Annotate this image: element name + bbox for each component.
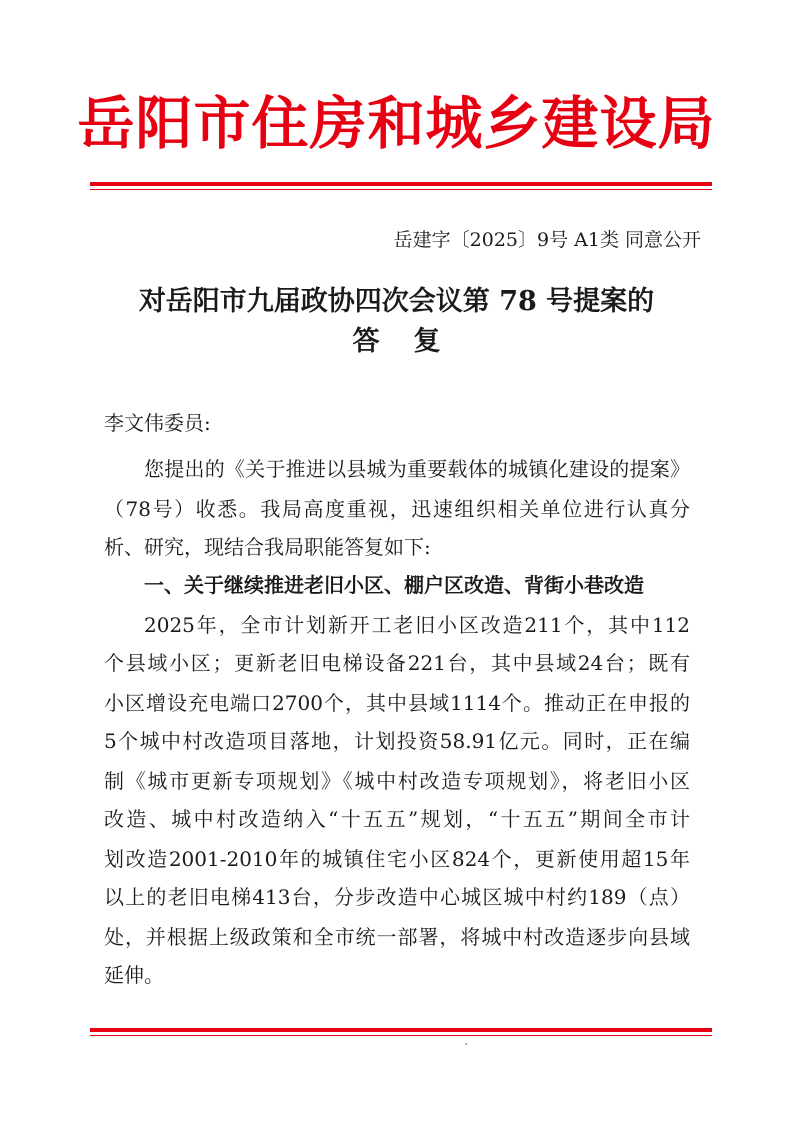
paragraph-line: 处，并根据上级政策和全市统一部署，将城中村改造逐步向县域: [104, 925, 690, 949]
footer-red-rule: [90, 1028, 712, 1036]
red-rule-thick: [90, 182, 712, 186]
paragraph-line: 以上的老旧电梯413台，分步改造中心城区城中村约189（点）: [104, 885, 690, 909]
document-title-line-2: 答复: [352, 326, 475, 357]
document-title-line-1: 对岳阳市九届政协四次会议第 78 号提案的: [138, 286, 655, 317]
letterhead-org-name: 岳阳市住房和城乡建设局: [77, 91, 716, 157]
paragraph-line: 2025年，全市计划新开工老旧小区改造211个，其中112: [144, 613, 690, 637]
paragraph-line: 5个城中村改造项目落地，计划投资58.91亿元。同时，正在编: [104, 729, 690, 753]
red-rule-thin: [90, 189, 712, 190]
salutation: 李文伟委员:: [104, 411, 211, 435]
paragraph-line: 个县域小区；更新老旧电梯设备221台，其中县域24台；既有: [104, 651, 690, 675]
letterhead-red-rule: [90, 182, 712, 190]
red-rule-thin: [90, 1035, 712, 1036]
intro-line: 您提出的《关于推进以县城为重要载体的城镇化建设的提案》: [144, 457, 690, 481]
paragraph-line: 改造、城中村改造纳入“十五五”规划，“十五五”期间全市计: [104, 807, 690, 831]
paragraph-line: 划改造2001-2010年的城镇住宅小区824个，更新使用超15年: [104, 847, 690, 871]
section-heading: 一、关于继续推进老旧小区、棚户区改造、背街小巷改造: [144, 573, 644, 597]
scan-speck: [465, 1043, 467, 1045]
intro-line: （78号）收悉。我局高度重视，迅速组织相关单位进行认真分: [104, 497, 690, 521]
intro-line: 析、研究，现结合我局职能答复如下:: [104, 535, 431, 559]
paragraph-line: 小区增设充电端口2700个，其中县域1114个。推动正在申报的: [104, 691, 690, 715]
red-rule-thick: [90, 1028, 712, 1032]
paragraph-line: 制《城市更新专项规划》《城中村改造专项规划》，将老旧小区: [104, 769, 690, 793]
paragraph-line: 延伸。: [104, 963, 164, 987]
document-number: 岳建字〔2025〕9号 A1类 同意公开: [393, 229, 701, 251]
